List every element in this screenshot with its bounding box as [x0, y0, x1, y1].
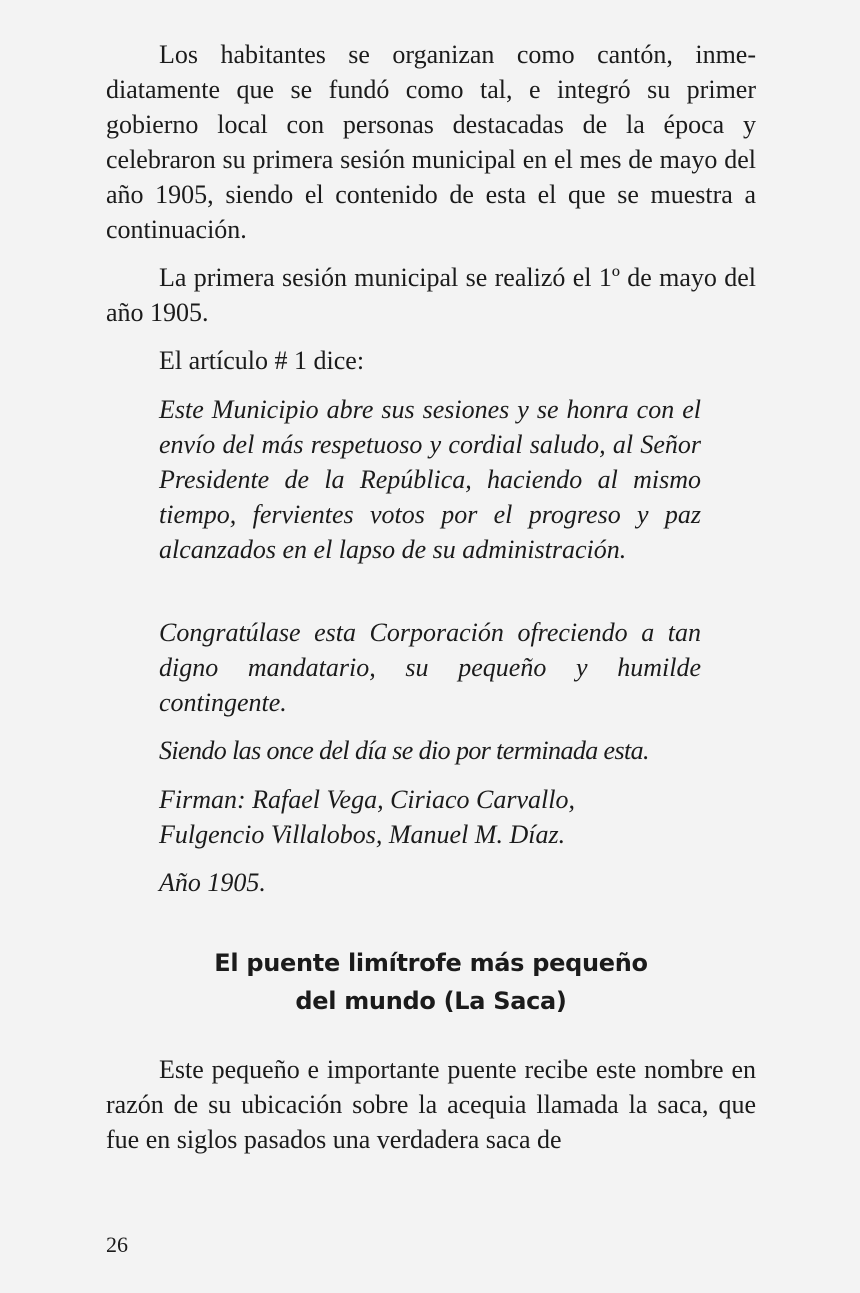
section-heading-line-1: El puente limítrofe más pequeño: [214, 949, 648, 977]
article-quote-3: [159, 733, 701, 768]
signatories-line-1: Firman: Rafael Vega, Ciriaco Carvallo,: [159, 785, 575, 814]
paragraph-text: La primera sesión municipal se realizó el 1º de mayo del año 1905.: [106, 263, 756, 327]
article-intro-paragraph: [106, 343, 756, 378]
bridge-paragraph: [106, 1052, 756, 1157]
paragraph-text: El artículo # 1 dice:: [159, 346, 365, 375]
quote-text: Siendo las once del día se dio por terminada esta.: [159, 736, 649, 765]
article-quote-1: [159, 392, 701, 567]
quote-text: Año 1905.: [159, 868, 266, 897]
intro-paragraph: [106, 37, 756, 247]
section-heading: [106, 944, 756, 1020]
quote-text: Este Municipio abre sus sesiones y se honra con el envío del más respetuoso y cordial saludo, al Señor Presidente de la República, haciendo al mismo tiempo, fervientes votos por el progreso y paz alcanzados en el lapso de su administración.: [159, 395, 701, 564]
paragraph-text: Los habitantes se organizan como cantón, inmediatamente que se fundó como tal, e integró su primer gobierno local con personas destacadas de la época y celebraron su primera sesión municipal en el mes de mayo del año 1905, siendo el contenido de esta el que se muestra a continuación.: [106, 40, 756, 244]
signatories-line-2: Fulgencio Villalobos, Manuel M. Díaz.: [159, 820, 566, 849]
signatories: [159, 782, 701, 852]
article-quote-2: [159, 615, 701, 720]
first-session-paragraph: [106, 260, 756, 330]
quote-text: Congratúlase esta Corporación ofreciendo a tan digno mandatario, su pequeño y humilde contingente.: [159, 618, 701, 717]
section-heading-line-2: del mundo (La Saca): [295, 987, 567, 1015]
article-year: [159, 865, 701, 900]
page-number: 26: [106, 1232, 128, 1257]
paragraph-text: Este pequeño e importante puente recibe este nombre en razón de su ubicación sobre la acequia llamada la saca, que fue en siglos pasados una verdadera saca de: [106, 1055, 756, 1154]
